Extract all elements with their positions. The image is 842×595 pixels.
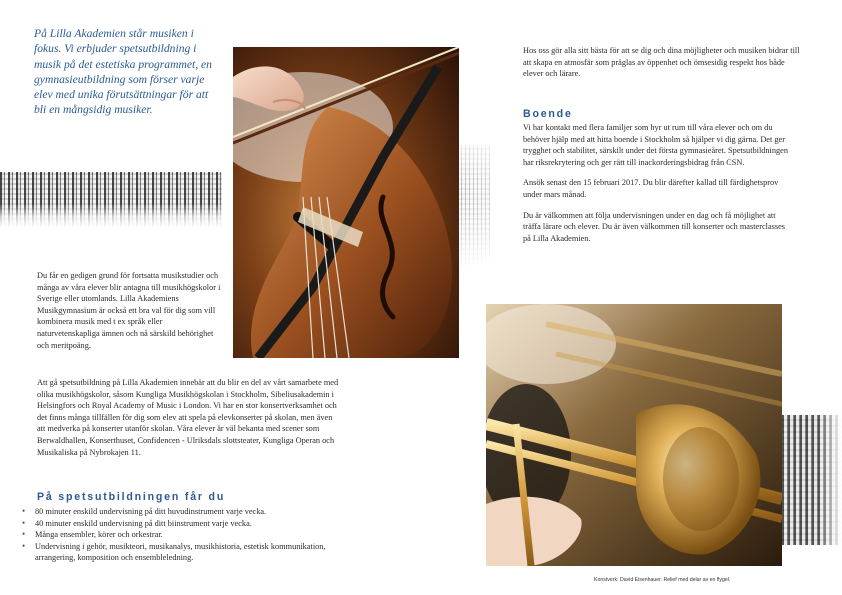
section-heading-boende: Boende xyxy=(523,108,573,120)
benefits-list xyxy=(22,506,342,564)
intro-paragraph xyxy=(37,270,227,360)
atmosphere-text: Hos oss gör alla sitt bästa för att se dig och dina möjligheter och musiken bidrar till att skapa en atmosfär som präglas av öppenhet och ömsesidig respekt hos både elever och lärare. xyxy=(523,46,800,79)
lead-paragraph: På Lilla Akademien står musiken i fokus. Vi erbjuder spetsutbildning i musik på det estetiska programmet, en gymnasieutbildning som förser varje elev med unika förutsättningar för att bli en mångsidig musiker. xyxy=(34,27,212,117)
collaboration-text: Att gå spetsutbildning på Lilla Akademien innebär att du blir en del av vårt samarbete med olika musikhögskolor, såsom Kungliga Musikhögskolan i Stockholm, Sibeliusakademin i Helsingfors och Royal Academy of Music i London. Vi har en stor konsertverksamhet och det finns många tillfällen för dig som elev att spela på elevkonserter på skolan, men även att medverka på konserter utanför skolan. Våra elever är väl bekanta med scener som Berwaldhallen, Konserthuset, Confidencen - Ulriksdals slottsteater, Kungliga Operan och Musikaliska på Nybrokajen 11. xyxy=(37,378,339,457)
atmosphere-paragraph xyxy=(523,45,803,89)
housing-text: Vi har kontakt med flera familjer som hyr ut rum till våra elever och om du behöver hjälp med att hitta boende i Stockholm så hjälper vi dig gärna. Det ger trygghet och stabilitet, särskilt under det första gymnasieåret. Spetsutbildningen har riksrekrytering och ger rätt till inackorderingsbidrag från CSN. xyxy=(523,123,788,167)
application-text: Ansök senast den 15 februari 2017. Du blir därefter kallad till färdighetsprov under mars månad. xyxy=(523,178,779,199)
decorative-relief-strip-left xyxy=(0,172,222,228)
list-item: • 80 minuter enskild undervisning på ditt huvudinstrument varje vecka. xyxy=(22,506,342,518)
visit-text: Du är välkommen att följa undervisningen under en dag och få möjlighet att träffa lärare och elever. Du är även välkommen till konserter och masterclasses på Lilla Akademien. xyxy=(523,210,786,243)
list-item: • 40 minuter enskild undervisning på ditt biinstrument varje vecka. xyxy=(22,518,342,530)
collaboration-paragraph xyxy=(37,377,342,467)
trombone-photo xyxy=(486,304,782,566)
list-item: • Undervisning i gehör, musikteori, musikanalys, musikhistoria, estetisk kommunikation, arrangering, komposition och ensembleledning. xyxy=(22,541,342,564)
housing-section xyxy=(523,122,793,253)
photo-caption: Konstverk: David Eisenhauer. Relief med delar av en flygel. xyxy=(594,577,731,583)
list-item: • Många ensembler, körer och orkestrar. xyxy=(22,529,342,541)
intro-text: Du får en gedigen grund för fortsatta musikstudier och många av våra elever blir antagna till musikhögskolor i Sverige eller utomlands. Lilla Akademiens Musikgymnasium är också ett bra val för dig som vill kombinera musik med t ex språk eller naturvetenskapliga ämnen och nå särskild behörighet och meritpoäng. xyxy=(37,271,221,350)
decorative-relief-strip-right xyxy=(782,415,842,545)
section-heading-spetsutbildning: På spetsutbildningen får du xyxy=(37,491,226,503)
cello-photo xyxy=(233,47,459,358)
